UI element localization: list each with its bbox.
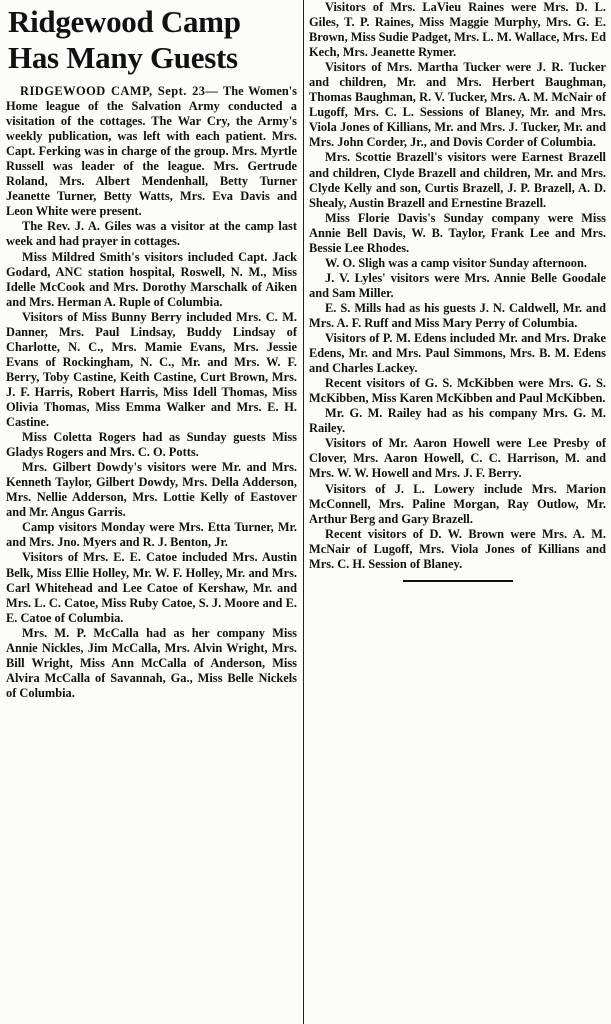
column-divider xyxy=(303,0,304,1024)
paragraph: Mrs. Scottie Brazell's visitors were Earnest Brazell and children, Clyde Brazell and children, Mr. and Mrs. Clyde Kelly and son, Curtis Brazell, J. P. Brazell, A. D. Shealy, Austin Brazell and Ernestine Brazell. xyxy=(309,150,606,210)
headline xyxy=(8,4,297,76)
paragraph: Visitors of Miss Bunny Berry included Mrs. C. M. Danner, Mrs. Paul Lindsay, Buddy Lindsay of Charlotte, N. C., Mrs. Mamie Evans, Mrs. Jessie Evans of Rockingham, N. C., Mr. and Mrs. W. F. Berry, Toby Castine, Keith Castine, Curt Brown, Mrs. J. F. Harris, Robert Harris, Miss Idell Thomas, Miss Olivia Thomas, Miss Emma Walker and Mrs. E. H. Castine. xyxy=(6,309,297,430)
end-rule xyxy=(403,580,513,582)
paragraph: Mrs. M. P. McCalla had as her company Miss Annie Nickles, Jim McCalla, Mrs. Alvin Wright, Mrs. Bill Wright, Miss Ann McCalla of Anderson, Miss Alvira McCalla of Savannah, Ga., Miss Belle Nickels of Columbia. xyxy=(6,625,297,700)
paragraph: Recent visitors of G. S. McKibben were Mrs. G. S. McKibben, Miss Karen McKibben and Paul McKibben. xyxy=(309,376,606,406)
paragraph-text: The Women's Home league of the Salvation Army conducted a visitation of the cottages. The War Cry, the Army's weekly publication, was left with each patient. Mrs. Capt. Ferking was in charge of the group. Mrs. Myrtle Russell was leader of the league. Mrs. Gertrude Roland, Mrs. Albert Mendenhall, Betty Turner Jeanette Turner, Betty Watts, Mrs. Eva Davis and Leon White were present. xyxy=(6,84,297,219)
paragraph: J. V. Lyles' visitors were Mrs. Annie Belle Goodale and Sam Miller. xyxy=(309,270,606,300)
dateline: RIDGEWOOD CAMP, Sept. 23— xyxy=(20,84,219,98)
paragraph: Mrs. Gilbert Dowdy's visitors were Mr. and Mrs. Kenneth Taylor, Gilbert Dowdy, Mrs. Della Adderson, Mrs. Nellie Adderson, Mrs. Lottie Kelly of Eastover and Mr. Angus Garris. xyxy=(6,460,297,520)
paragraph: Recent visitors of D. W. Brown were Mrs. A. M. McNair of Lugoff, Mrs. Viola Jones of Killians and Mrs. C. H. Session of Blaney. xyxy=(309,526,606,571)
left-column xyxy=(6,0,297,1024)
paragraph: Visitors of Mr. Aaron Howell were Lee Presby of Clover, Mrs. Aaron Howell, C. C. Harrison, M. and Mrs. W. W. Howell and Mrs. J. F. Berry. xyxy=(309,436,606,481)
paragraph: Visitors of Mrs. Martha Tucker were J. R. Tucker and children, Mr. and Mrs. Herbert Baughman, Thomas Baughman, R. V. Tucker, Mrs. A. M. McNair of Lugoff, Mrs. C. L. Sessions of Blaney, Mr. and Mrs. Viola Jones of Killians, Mr. and Mrs. J. Tucker, Mr. and Mrs. John Corder, Jr., and Dovis Corder of Columbia. xyxy=(309,60,606,150)
paragraph: Camp visitors Monday were Mrs. Etta Turner, Mr. and Mrs. Jno. Myers and R. J. Benton, Jr. xyxy=(6,520,297,550)
paragraph: E. S. Mills had as his guests J. N. Caldwell, Mr. and Mrs. A. F. Ruff and Miss Mary Perry of Columbia. xyxy=(309,300,606,330)
headline-line-1: Ridgewood Camp xyxy=(8,4,241,39)
paragraph: Visitors of P. M. Edens included Mr. and Mrs. Drake Edens, Mr. and Mrs. Paul Simmons, Mrs. B. M. Edens and Charles Lackey. xyxy=(309,331,606,376)
paragraph: Miss Florie Davis's Sunday company were Miss Annie Bell Davis, W. B. Taylor, Frank Lee and Mrs. Bessie Lee Rhodes. xyxy=(309,210,606,255)
paragraph: Miss Mildred Smith's visitors included Capt. Jack Godard, ANC station hospital, Roswell, N. M., Miss Idelle McCook and Mrs. Dorothy Marschalk of Aiken and Mrs. Herman A. Ruple of Columbia. xyxy=(6,249,297,309)
lead-paragraph xyxy=(6,84,297,219)
headline-line-2: Has Many Guests xyxy=(8,40,238,75)
paragraph: Visitors of Mrs. LaVieu Raines were Mrs. D. L. Giles, T. P. Raines, Miss Maggie Murphy, Mrs. G. E. Brown, Miss Sudie Padget, Mrs. L. M. Wallace, Mrs. Ed Kech, Mrs. Jeanette Rymer. xyxy=(309,0,606,60)
right-column xyxy=(309,0,606,1024)
paragraph: Mr. G. M. Railey had as his company Mrs. G. M. Railey. xyxy=(309,406,606,436)
paragraph: Miss Coletta Rogers had as Sunday guests Miss Gladys Rogers and Mrs. C. O. Potts. xyxy=(6,430,297,460)
paragraph: Visitors of J. L. Lowery include Mrs. Marion McConnell, Mrs. Paline Morgan, Ray Outlow, Mr. Arthur Berg and Gary Brazell. xyxy=(309,481,606,526)
paragraph: W. O. Sligh was a camp visitor Sunday afternoon. xyxy=(325,255,587,270)
paragraph: The Rev. J. A. Giles was a visitor at the camp last week and had prayer in cottages. xyxy=(6,219,297,249)
paragraph: Visitors of Mrs. E. E. Catoe included Mrs. Austin Belk, Miss Ellie Holley, Mr. W. F. Holley, Mr. and Mrs. Carl Whitehead and Lee Catoe of Kershaw, Mr. and Mrs. L. C. Catoe, Miss Ruby Catoe, S. J. Moore and E. E. Catoe of Columbia. xyxy=(6,550,297,625)
